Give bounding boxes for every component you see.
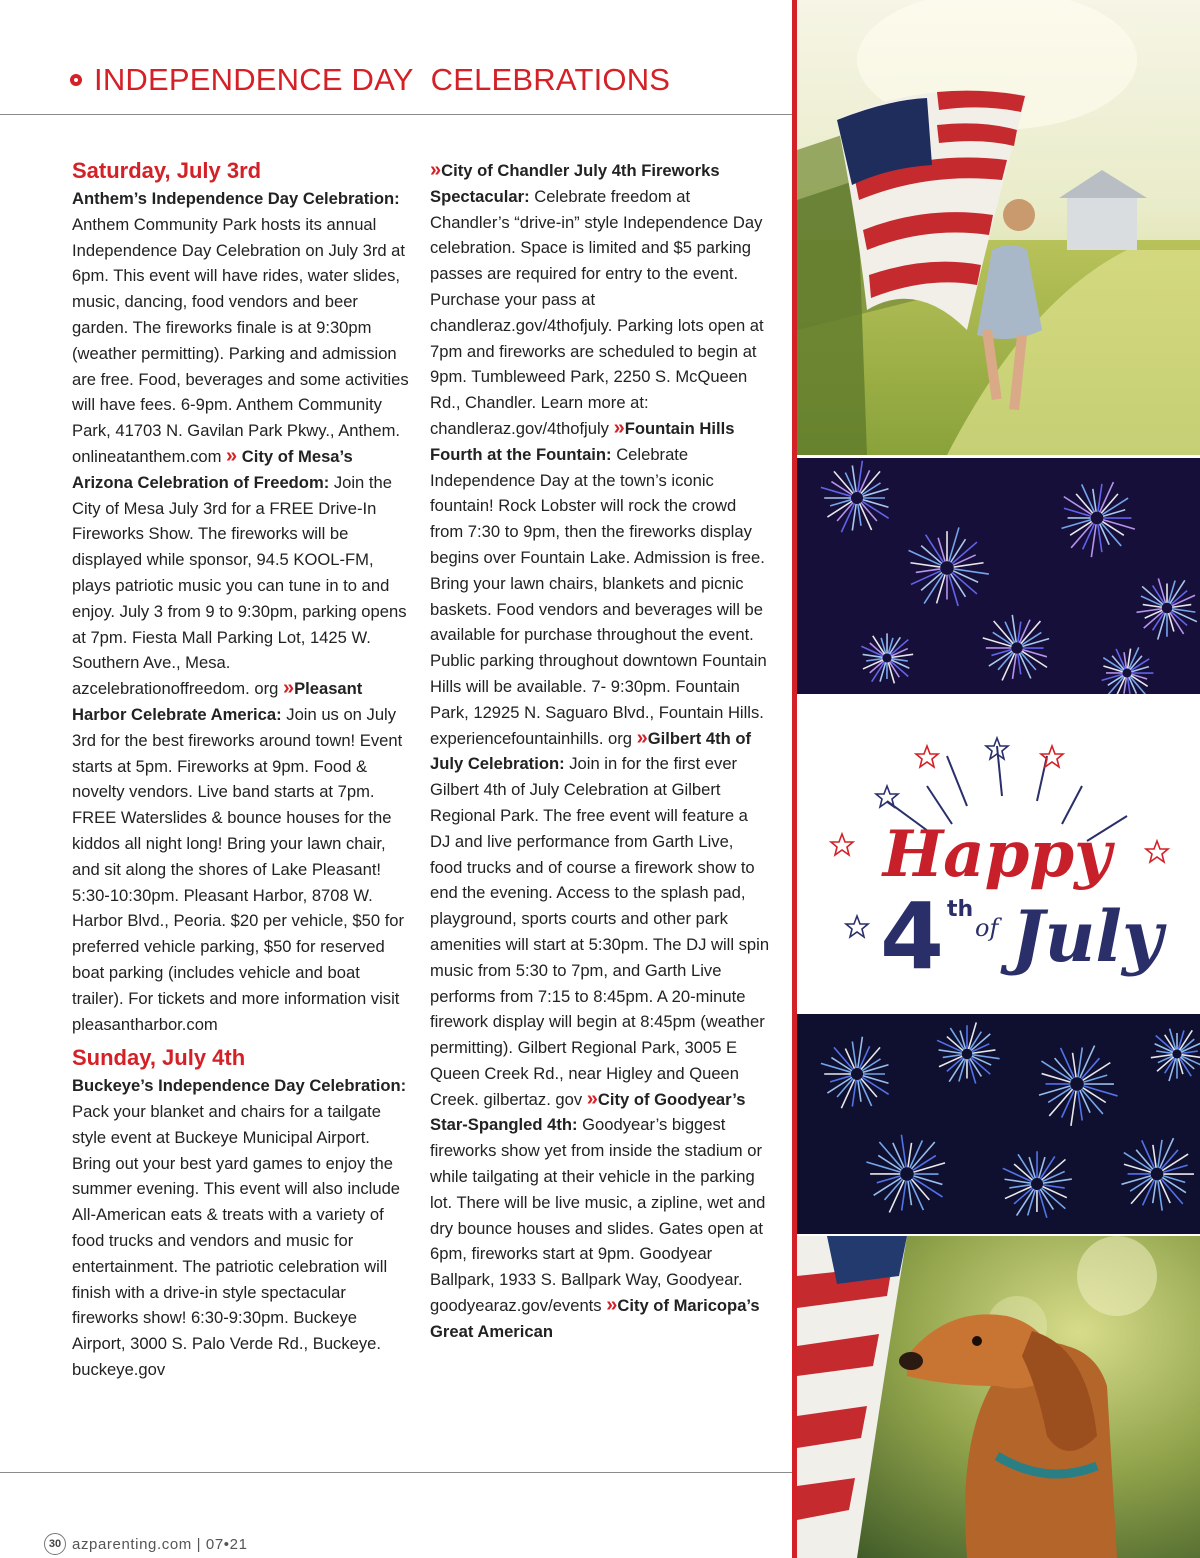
event-name: Buckeye’s Independence Day Celebration: <box>72 1076 407 1096</box>
photo-fireworks-bottom <box>797 1014 1200 1234</box>
th-text: th <box>947 897 974 922</box>
page-title-text: INDEPENDENCE DAY CELEBRATIONS <box>94 62 671 97</box>
dog-flag-illustration <box>797 1236 1200 1558</box>
arrow-icon: » <box>282 677 295 700</box>
event-name: City of Chandler July 4th Fireworks Spectacular: <box>430 161 720 206</box>
happy-4th-illustration <box>797 706 1200 1006</box>
footer-site: azparenting.com | 07•21 <box>72 1535 248 1553</box>
bullet-icon <box>70 74 82 86</box>
event-anthem <box>72 186 412 1037</box>
girl-flag-illustration <box>797 0 1200 455</box>
page-number: 30 <box>44 1533 66 1555</box>
event-name: Fountain Hills Fourth at the Fountain: <box>430 418 735 464</box>
photo-dog-with-flag <box>797 1236 1200 1558</box>
firework-burst <box>937 1022 999 1083</box>
firework-burst <box>861 633 913 683</box>
happy-4th-graphic <box>797 706 1200 1006</box>
event-name: City of Mesa’s Arizona Celebration of Freedom: <box>72 446 353 492</box>
footer-divider <box>0 1472 792 1473</box>
header-divider <box>0 114 792 115</box>
four-text: 4 <box>879 883 945 990</box>
event-text: Join the City of Mesa July 3rd for a FREE Drive-In Fireworks Show. The fireworks will be displayed while sponsor, 94.5 KOOL-FM, plays patriotic music you can tune in to and enjoy. July 3 from 9 to 9:30pm, parking opens at 7pm. Fiesta Mall Parking Lot, 1425 W. Southern Ave., Mesa. azcelebrationoffreedom. org <box>72 472 407 699</box>
event-list <box>430 158 770 1345</box>
firework-burst <box>1003 1151 1072 1218</box>
arrow-icon: » <box>226 444 238 467</box>
footer <box>44 1533 248 1555</box>
photo-fireworks-top <box>797 458 1200 694</box>
column-2 <box>430 158 770 1345</box>
column-1 <box>72 156 412 1383</box>
of-text: of <box>975 914 999 942</box>
firework-burst <box>1102 647 1154 694</box>
event-buckeye <box>72 1073 412 1383</box>
event-text: Goodyear’s biggest fireworks show yet from inside the stadium or while tailgating at their vehicle in the parking lot. There will be live music, a zipline, wet and dry bounce houses and slides. Gates open at 6pm, fireworks start at 9pm. Goodyear Ballpark, 1933 S. Ballpark Way, Goodyear. goodyearaz.gov/events <box>430 1115 766 1316</box>
firework-burst <box>1122 1138 1194 1210</box>
event-name: Anthem’s Independence Day Celebration: <box>72 189 400 208</box>
arrow-icon: » <box>606 1294 618 1317</box>
arrow-icon: » <box>586 1087 598 1110</box>
firework-burst <box>1137 578 1197 639</box>
firework-burst <box>983 615 1049 681</box>
event-name: Pleasant Harbor Celebrate America: <box>72 679 363 724</box>
fireworks-illustration <box>797 458 1200 694</box>
event-text: Celebrate Independence Day at the town’s iconic fountain! Rock Lobster will rock the crowd from 7:30 to 9pm, then the fireworks display begins over Fountain Lake. Admission is free. Bring your lawn chairs, blankets and picnic baskets. Food vendors and beverages will be available for purchase throughout the event. Public parking throughout downtown Fountain Hills will be available. 7- 9:30pm. Fountain Park, 12925 N. Saguaro Blvd., Fountain Hills. experiencefountainhills. org <box>430 444 767 748</box>
firework-burst <box>1151 1029 1200 1081</box>
event-text: Join in for the first ever Gilbert 4th of July Celebration at Gilbert Regional Park. The free event will feature a DJ and live performance from Garth Live, food trucks and of course a firework show to end the evening. Access to the splash pad, playground, sports courts and other park amenities will start at 5:30pm. The DJ will spin music from 5:30 to 7pm, and Garth Live performs from 7:15 to 8:45pm. A 20-minute firework display will begin at 8:45pm (weather permitting). Gilbert Regional Park, 3005 E Queen Creek Rd., near Higley and Queen Creek. gilbertaz. gov <box>430 754 770 1109</box>
firework-burst <box>866 1135 945 1213</box>
arrow-icon: » <box>613 416 625 439</box>
arrow-icon: » <box>636 726 648 749</box>
event-name: City of Maricopa’s Great American <box>430 1296 760 1341</box>
fireworks-illustration <box>797 1014 1200 1234</box>
event-text: Anthem Community Park hosts its annual Independence Day Celebration on July 3rd at 6pm. This event will have rides, water slides, music, dancing, food vendors and beer garden. The fireworks finale is at 9:30pm (weather permitting). Parking and admission are free. Food, beverages and some activities will have fees. 6-9pm. Anthem Community Park, 41703 N. Gavilan Park Pkwy., Anthem. onlineatanthem.com <box>72 214 409 466</box>
page-title <box>70 60 670 100</box>
event-name: Gilbert 4th of July Celebration: <box>430 728 752 774</box>
july-text: July <box>1011 895 1163 978</box>
day-heading: Sunday, July 4th <box>72 1045 246 1071</box>
day-heading: Saturday, July 3rd <box>72 158 262 183</box>
event-text: Join us on July 3rd for the best fireworks around town! Event starts at 5pm. Fireworks at 9pm. Food & novelty vendors. Live band starts at 7pm. FREE Waterslides & bounce houses for the kiddos all night long! Bring your lawn chair, and sit along the shores of Lake Pleasant! 5:30-10:30pm. Pleasant Harbor, 8708 W. Harbor Blvd., Peoria. $20 per vehicle, $50 for preferred vehicle parking, $50 for reserved boat parking (includes vehicle and boat trailer). For tickets and more information visit pleasantharbor.com <box>72 704 405 1034</box>
arrow-icon: » <box>430 159 442 181</box>
firework-burst <box>1039 1046 1118 1126</box>
firework-burst <box>821 1037 889 1108</box>
firework-burst <box>821 461 889 532</box>
event-text: Celebrate freedom at Chandler’s “drive-in” style Independence Day celebration. Space is limited and $5 parking passes are required for entry to the event. Purchase your pass at chandleraz.gov/4thofjuly. Parking lots open at 7pm and fireworks are scheduled to begin at 9pm. Tumbleweed Park, 2250 S. McQueen Rd., Chandler. Learn more at: chandleraz.gov/4thofjuly <box>430 186 764 438</box>
photo-girl-with-flag <box>797 0 1200 455</box>
event-text: Pack your blanket and chairs for a tailgate style event at Buckeye Municipal Airport. Bring out your best yard games to enjoy the summer evening. This event will also include All-American eats & treats with a variety of food trucks and vendors and music for entertainment. The patriotic celebration will finish with a drive-in style spectacular fireworks show! 6:30-9:30pm. Buckeye Airport, 3000 S. Palo Verde Rd., Buckeye. buckeye.gov <box>72 1102 401 1380</box>
happy-text: Happy <box>882 817 1112 892</box>
firework-burst <box>909 527 989 606</box>
event-name: City of Goodyear’s Star-Spangled 4th: <box>430 1089 746 1135</box>
firework-burst <box>1062 482 1135 557</box>
